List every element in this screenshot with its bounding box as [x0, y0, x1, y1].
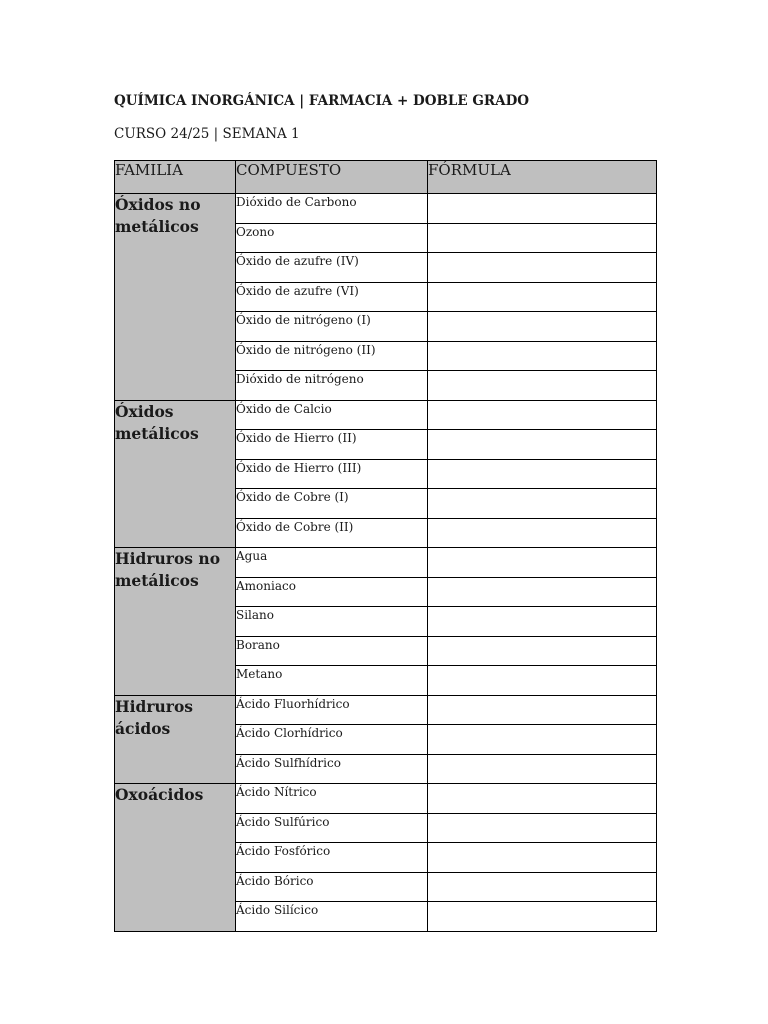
- formula-answer-cell[interactable]: [428, 371, 657, 401]
- compound-cell: Metano: [236, 666, 428, 696]
- header-compuesto: COMPUESTO: [236, 161, 428, 194]
- compound-cell: Borano: [236, 636, 428, 666]
- table-row: [115, 695, 657, 725]
- family-cell: Oxoácidos: [115, 784, 236, 932]
- family-cell: Hidruros ácidos: [115, 695, 236, 784]
- compound-cell: Ozono: [236, 223, 428, 253]
- formula-answer-cell[interactable]: [428, 194, 657, 224]
- formula-answer-cell[interactable]: [428, 253, 657, 283]
- compound-cell: Ácido Fluorhídrico: [236, 695, 428, 725]
- compound-cell: Óxido de nitrógeno (II): [236, 341, 428, 371]
- compound-cell: Óxido de azufre (VI): [236, 282, 428, 312]
- compound-cell: Agua: [236, 548, 428, 578]
- compound-cell: Ácido Clorhídrico: [236, 725, 428, 755]
- compound-cell: Óxido de nitrógeno (I): [236, 312, 428, 342]
- compound-cell: Ácido Sulfhídrico: [236, 754, 428, 784]
- compound-cell: Ácido Sulfúrico: [236, 813, 428, 843]
- formula-answer-cell[interactable]: [428, 636, 657, 666]
- formula-answer-cell[interactable]: [428, 813, 657, 843]
- header-formula: FÓRMULA: [428, 161, 657, 194]
- formula-answer-cell[interactable]: [428, 666, 657, 696]
- formula-answer-cell[interactable]: [428, 843, 657, 873]
- compound-cell: Óxido de Calcio: [236, 400, 428, 430]
- formula-answer-cell[interactable]: [428, 223, 657, 253]
- formula-answer-cell[interactable]: [428, 489, 657, 519]
- header-familia: FAMILIA: [115, 161, 236, 194]
- compound-cell: Óxido de Cobre (I): [236, 489, 428, 519]
- compound-cell: Ácido Silícico: [236, 902, 428, 932]
- table-header-row: [115, 161, 657, 194]
- formula-answer-cell[interactable]: [428, 459, 657, 489]
- formula-answer-cell[interactable]: [428, 695, 657, 725]
- formula-answer-cell[interactable]: [428, 312, 657, 342]
- compound-cell: Dióxido de Carbono: [236, 194, 428, 224]
- table-row: [115, 194, 657, 224]
- compound-cell: Silano: [236, 607, 428, 637]
- compound-cell: Óxido de Hierro (III): [236, 459, 428, 489]
- compound-cell: Ácido Fosfórico: [236, 843, 428, 873]
- formula-answer-cell[interactable]: [428, 902, 657, 932]
- formula-answer-cell[interactable]: [428, 548, 657, 578]
- compound-cell: Ácido Nítrico: [236, 784, 428, 814]
- compound-cell: Ácido Bórico: [236, 872, 428, 902]
- formula-worksheet-table: [114, 160, 657, 932]
- formula-answer-cell[interactable]: [428, 430, 657, 460]
- formula-answer-cell[interactable]: [428, 518, 657, 548]
- page-subtitle: CURSO 24/25 | SEMANA 1: [114, 126, 300, 142]
- formula-answer-cell[interactable]: [428, 784, 657, 814]
- table-row: [115, 784, 657, 814]
- formula-answer-cell[interactable]: [428, 341, 657, 371]
- formula-answer-cell[interactable]: [428, 400, 657, 430]
- compound-cell: Óxido de Hierro (II): [236, 430, 428, 460]
- family-cell: Óxidos no metálicos: [115, 194, 236, 401]
- compound-cell: Óxido de Cobre (II): [236, 518, 428, 548]
- page-title: QUÍMICA INORGÁNICA | FARMACIA + DOBLE GRADO: [114, 93, 530, 109]
- formula-answer-cell[interactable]: [428, 607, 657, 637]
- formula-answer-cell[interactable]: [428, 577, 657, 607]
- formula-answer-cell[interactable]: [428, 872, 657, 902]
- compound-cell: Dióxido de nitrógeno: [236, 371, 428, 401]
- formula-answer-cell[interactable]: [428, 725, 657, 755]
- family-cell: Óxidos metálicos: [115, 400, 236, 548]
- formula-answer-cell[interactable]: [428, 282, 657, 312]
- compound-cell: Óxido de azufre (IV): [236, 253, 428, 283]
- compound-cell: Amoniaco: [236, 577, 428, 607]
- family-cell: Hidruros no metálicos: [115, 548, 236, 696]
- formula-answer-cell[interactable]: [428, 754, 657, 784]
- table-row: [115, 400, 657, 430]
- table-row: [115, 548, 657, 578]
- table-body: [115, 194, 657, 932]
